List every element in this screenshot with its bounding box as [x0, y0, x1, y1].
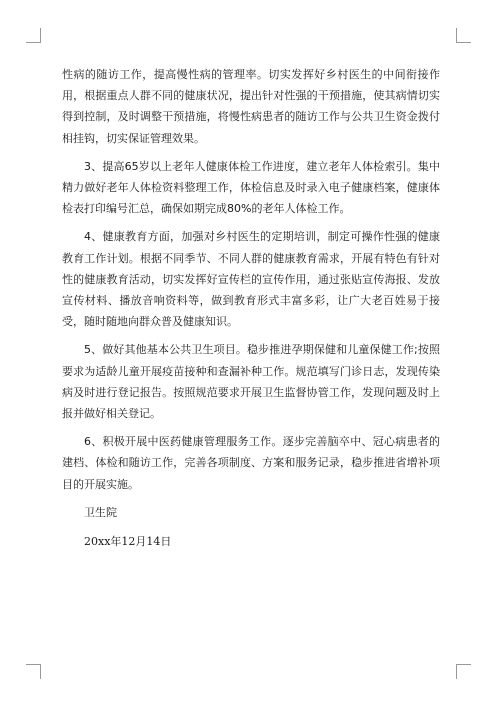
date: 20xx年12月14日 [84, 535, 172, 549]
document-body [62, 64, 440, 552]
crop-mark-top-left [26, 28, 41, 43]
crop-mark-bottom-left [26, 664, 41, 679]
paragraph-elderly-checkup: 3、提高65岁以上老年人健康体检工作进度，建立老年人体检索引。集中精力做好老年人体检资料整理工作，体检信息及时录入电子健康档案，健康体检表打印编号汇总，确保如期完成80%的老年人体检工作。 [62, 159, 440, 216]
paragraph-health-education: 4、健康教育方面，加强对乡村医生的定期培训，制定可操作性强的健康教育工作计划。根据不同季节、不同人群的健康教育需求，开展有特色有针对性的健康教育活动，切实发挥好宣传栏的宣传作用，通过张贴宣传海报、发放宣传材料、播放音响资料等，做到教育形式丰富多彩，让广大老百姓易于接受，随时随地向群众普及健康知识。 [62, 230, 440, 329]
signature: 卫生院 [84, 505, 117, 519]
paragraph-tcm-service: 6、积极开展中医药健康管理服务工作。逐步完善脑卒中、冠心病患者的建档、体检和随访工作，完善各项制度、方案和服务记录，稳步推进省增补项目的开展实施。 [62, 435, 440, 491]
crop-mark-top-right [456, 28, 471, 43]
paragraph-public-health: 5、做好其他基本公共卫生项目。稳步推进孕期保健和儿童保健工作;按照要求为适龄儿童开展疫苗接种和查漏补种工作。规范填写门诊日志，发现传染病及时进行登记报告。按照规范要求开展卫生监督协管工作，发现问题及时上报并做好相关登记。 [62, 343, 440, 421]
crop-mark-bottom-right [456, 664, 471, 679]
paragraph-chronic-disease: 性病的随访工作，提高慢性病的管理率。切实发挥好乡村医生的中间衔接作用，根据重点人群不同的健康状况，提出针对性强的干预措施，使其病情切实得到控制，及时调整干预措施，将慢性病患者的随访工作与公共卫生资金拨付相挂钩，切实保证管理效果。 [62, 68, 440, 145]
